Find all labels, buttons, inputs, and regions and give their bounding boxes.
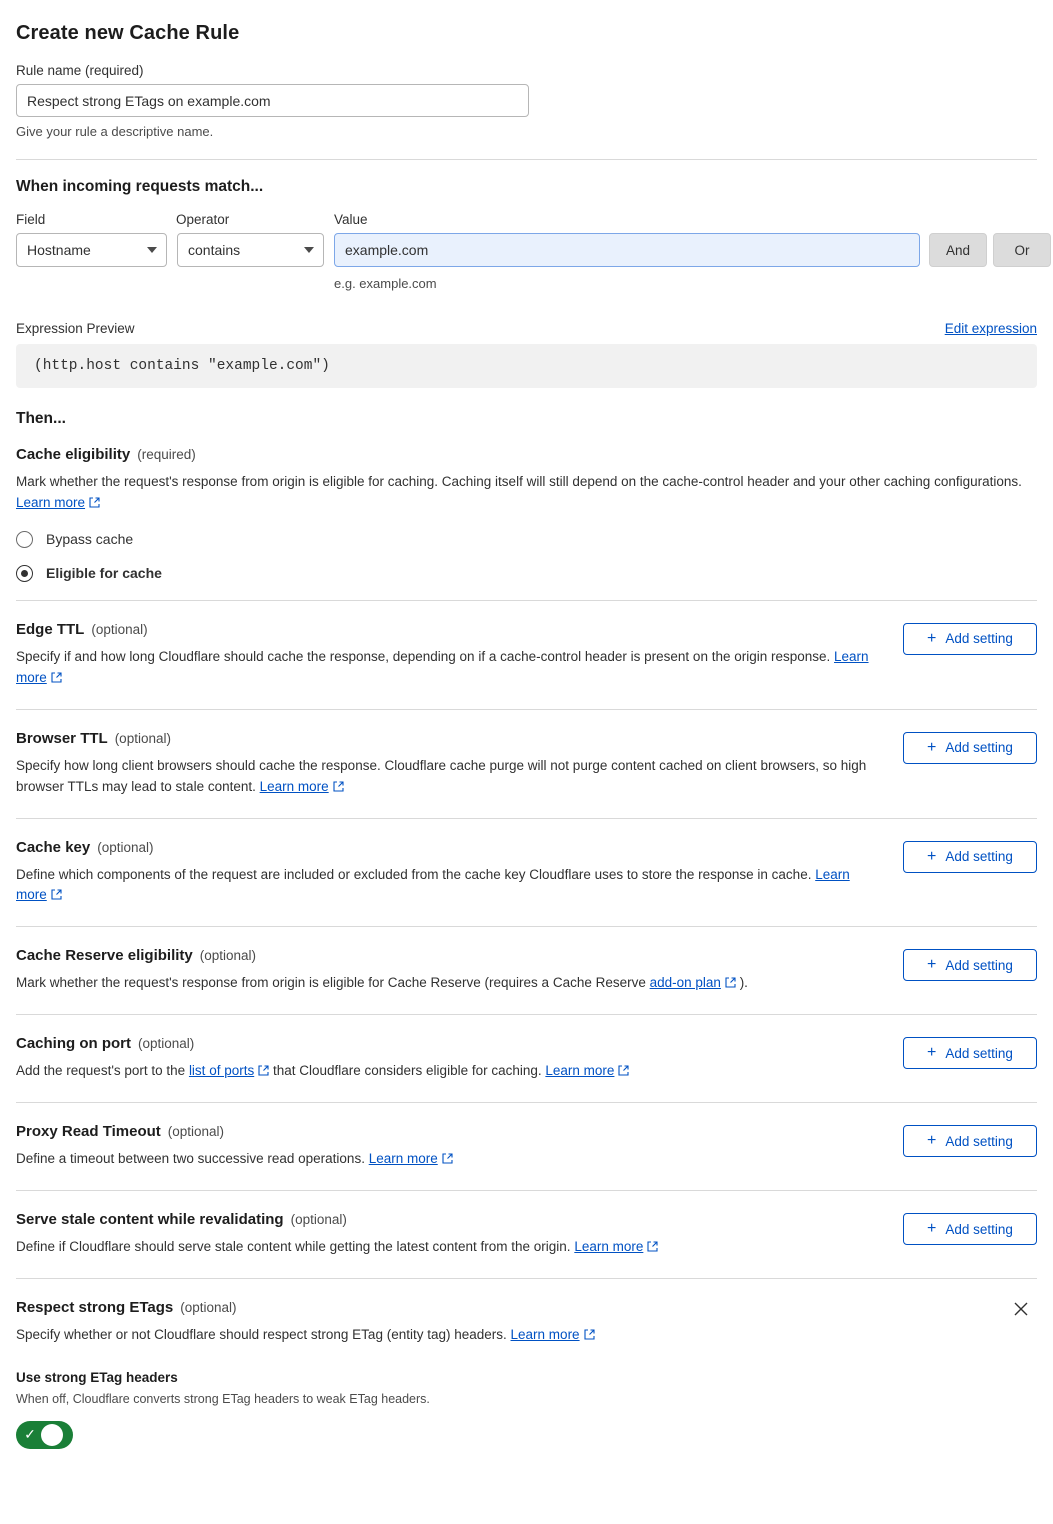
setting-optional-tag: (optional) (199, 948, 257, 964)
setting-description (16, 647, 879, 689)
external-link-icon (258, 1065, 269, 1076)
field-select[interactable] (16, 233, 167, 267)
setting-proxy-read-timeout (16, 1102, 1037, 1190)
plus-icon: + (927, 629, 937, 647)
expression-preview-code: (http.host contains "example.com") (16, 344, 1037, 388)
and-button[interactable]: And (929, 233, 987, 267)
check-icon: ✓ (24, 1426, 36, 1443)
setting-optional-tag: (optional) (91, 621, 148, 637)
toggle-knob (41, 1424, 63, 1446)
operator-column-label: Operator (176, 212, 230, 227)
etag-optional-tag: (optional) (180, 1300, 237, 1316)
setting-optional-tag: (optional) (114, 730, 171, 746)
edit-expression-link[interactable]: Edit expression (944, 321, 1037, 336)
plus-icon: + (927, 956, 937, 974)
match-column-labels (16, 212, 1037, 227)
setting-title: Serve stale content while revalidating (16, 1211, 284, 1229)
setting-serve-stale-content (16, 1190, 1037, 1278)
value-input[interactable] (334, 233, 920, 267)
rule-name-input[interactable] (16, 84, 529, 117)
expression-header (16, 321, 1037, 336)
cache-eligibility-header (16, 446, 1037, 463)
rule-name-label: Rule name (required) (16, 63, 144, 78)
external-link-icon (442, 1153, 453, 1164)
external-link-icon (618, 1065, 629, 1076)
setting-browser-ttl (16, 709, 1037, 818)
external-link-icon (89, 497, 100, 508)
rule-name-group (16, 63, 1037, 139)
or-button[interactable]: Or (993, 233, 1051, 267)
radio-bypass-cache[interactable] (16, 531, 1037, 548)
learn-more-link[interactable]: Learn more (16, 494, 86, 510)
cache-eligibility-title: Cache eligibility (16, 446, 131, 463)
plus-icon: + (927, 738, 937, 756)
operator-select-wrap (177, 233, 324, 267)
setting-description-text: Specify if and how long Cloudflare should cache the response, depending on if a cache-control header is present on the origin response. (16, 648, 835, 664)
use-strong-etag-headers-toggle[interactable] (16, 1421, 73, 1449)
add-setting-button[interactable] (903, 1125, 1037, 1157)
setting-title: Browser TTL (16, 729, 108, 747)
external-link-icon (333, 781, 344, 792)
setting-title: Proxy Read Timeout (16, 1123, 161, 1141)
setting-description (16, 865, 879, 907)
plus-icon: + (927, 1132, 937, 1150)
add-setting-label: Add setting (945, 957, 1013, 973)
match-section-title: When incoming requests match... (16, 178, 264, 195)
setting-description-text: Add the request's port to the (16, 1063, 189, 1079)
add-setting-label: Add setting (945, 631, 1013, 647)
setting-optional-tag: (optional) (290, 1212, 347, 1228)
add-setting-button[interactable] (903, 1213, 1037, 1245)
operator-select[interactable] (177, 233, 324, 267)
setting-title: Edge TTL (16, 620, 85, 638)
learn-more-link[interactable]: Learn more (368, 1151, 438, 1167)
setting-cache-reserve-eligibility (16, 926, 1037, 1014)
add-setting-button[interactable] (903, 841, 1037, 873)
setting-optional-tag: (optional) (138, 1036, 195, 1052)
add-setting-button[interactable] (903, 949, 1037, 981)
add-setting-label: Add setting (945, 740, 1013, 756)
setting-description-text: Specify how long client browsers should cache the response. Cloudflare cache purge will not purge content cached on client browsers, so high browser TTLs may lead to stale content. (16, 757, 867, 794)
and-or-buttons (929, 233, 1051, 267)
plus-icon: + (927, 1044, 937, 1062)
add-setting-button[interactable] (903, 1037, 1037, 1069)
setting-description-suffix: that Cloudflare considers eligible for caching. (269, 1063, 546, 1079)
setting-description (16, 756, 879, 798)
setting-description (16, 1149, 879, 1170)
setting-description (16, 973, 879, 994)
radio-icon[interactable] (16, 531, 33, 548)
setting-cache-key (16, 818, 1037, 927)
learn-more-link[interactable]: Learn more (259, 778, 329, 794)
setting-respect-strong-etags (16, 1278, 1037, 1449)
external-link-icon (51, 889, 62, 900)
learn-more-link[interactable]: Learn more (16, 866, 850, 903)
add-on-plan-link[interactable]: add-on plan (649, 975, 721, 991)
setting-title: Cache Reserve eligibility (16, 947, 193, 965)
value-column-label: Value (334, 212, 368, 227)
divider-after-rule-name (16, 159, 1037, 160)
list-of-ports-link[interactable]: list of ports (188, 1063, 255, 1079)
cache-eligibility-required-tag: (required) (137, 447, 196, 462)
learn-more-link[interactable]: Learn more (510, 1327, 580, 1343)
cache-eligibility-description-text: Mark whether the request's response from origin is eligible for caching. Caching itself will still depend on the cache-control header and your other caching configurations. (16, 474, 1022, 489)
external-link-icon (647, 1241, 658, 1252)
radio-label: Eligible for cache (46, 565, 162, 582)
external-link-icon (584, 1329, 595, 1340)
setting-description-text: Mark whether the request's response from origin is eligible for Cache Reserve (requires a Cache Reserve (16, 975, 650, 991)
cache-eligibility-description (16, 472, 1036, 514)
setting-title: Caching on port (16, 1035, 131, 1053)
etag-description-text: Specify whether or not Cloudflare should respect strong ETag (entity tag) headers. (16, 1327, 511, 1343)
setting-description (16, 1061, 879, 1082)
radio-icon-selected[interactable] (16, 565, 33, 582)
expression-preview-label: Expression Preview (16, 321, 135, 336)
use-strong-etag-headers-desc: When off, Cloudflare converts strong ETag headers to weak ETag headers. (16, 1391, 430, 1406)
etag-title: Respect strong ETags (16, 1299, 174, 1317)
value-column (334, 233, 920, 291)
setting-description-text: Define a timeout between two successive read operations. (16, 1151, 369, 1167)
add-setting-label: Add setting (945, 1221, 1013, 1237)
setting-description-text: Define which components of the request are included or excluded from the cache key Cloudflare uses to store the response in cache. (16, 866, 816, 882)
plus-icon: + (927, 1220, 937, 1238)
field-select-wrap (16, 233, 167, 267)
setting-optional-tag: (optional) (97, 839, 154, 855)
page-title: Create new Cache Rule (16, 22, 240, 44)
add-setting-label: Add setting (945, 849, 1013, 865)
learn-more-link[interactable]: Learn more (574, 1239, 644, 1255)
value-hint: e.g. example.com (334, 276, 437, 291)
close-icon[interactable] (1011, 1299, 1031, 1319)
field-column-label: Field (16, 212, 46, 227)
plus-icon: + (927, 847, 937, 865)
add-setting-button[interactable] (903, 623, 1037, 655)
add-setting-label: Add setting (945, 1045, 1013, 1061)
radio-label: Bypass cache (46, 531, 134, 548)
rule-name-help: Give your rule a descriptive name. (16, 124, 214, 139)
radio-eligible-for-cache[interactable] (16, 565, 1037, 582)
setting-title: Cache key (16, 838, 91, 856)
setting-description-suffix: ). (735, 975, 748, 991)
match-row (16, 233, 1037, 291)
etag-description (16, 1325, 1036, 1346)
setting-description (16, 1237, 879, 1258)
add-setting-button[interactable] (903, 732, 1037, 764)
use-strong-etag-headers-label: Use strong ETag headers (16, 1369, 178, 1385)
setting-description-text: Define if Cloudflare should serve stale content while getting the latest content from the origin. (16, 1239, 575, 1255)
cache-eligibility-block (16, 446, 1037, 600)
external-link-icon (725, 977, 736, 988)
learn-more-link[interactable]: Learn more (545, 1063, 615, 1079)
then-title: Then... (16, 410, 66, 427)
learn-more-link[interactable]: Learn more (16, 648, 869, 685)
setting-optional-tag: (optional) (167, 1124, 225, 1140)
external-link-icon (51, 672, 62, 683)
add-setting-label: Add setting (945, 1133, 1013, 1149)
setting-edge-ttl (16, 600, 1037, 709)
setting-caching-on-port (16, 1014, 1037, 1102)
